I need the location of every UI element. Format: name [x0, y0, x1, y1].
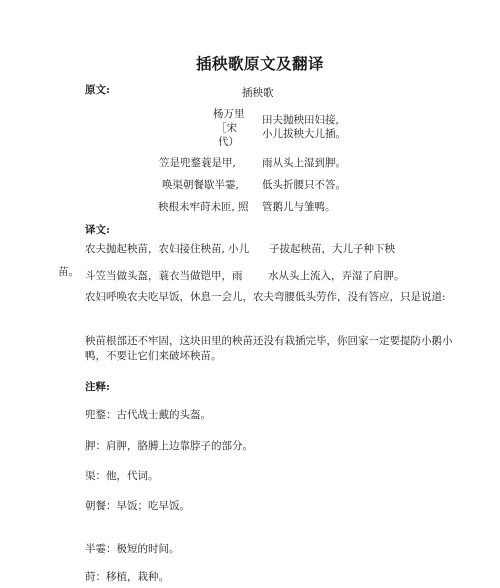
poem-verse-4a: 唤渠朝餐歇半霎, [162, 179, 239, 191]
note-item-4: 朝餐：早饭；吃早饭。 [85, 500, 190, 512]
poem-verse-5a: 秧根未牢莳未匝, 照 [158, 201, 249, 213]
translation-line-2b: 水从头上流入，弄湿了肩胛。 [268, 270, 405, 282]
poem-dynasty-line2: 代） [218, 136, 239, 148]
note-item-2: 胛：肩胛，胳膊上边靠脖子的部分。 [85, 440, 253, 452]
note-item-3: 渠：他，代词。 [85, 470, 159, 482]
poem-verse-3b: 雨从头上湿到胛。 [262, 157, 346, 169]
poem-verse-2: 小儿拔秧大儿插。 [262, 128, 346, 140]
note-item-1: 兜鍪：古代战士戴的头盔。 [85, 409, 211, 421]
poem-author: 杨万里 [213, 108, 245, 120]
poem-dynasty-line1: ［宋 [216, 122, 237, 134]
poem-verse-1: 田夫抛秧田妇接, [262, 114, 339, 126]
original-text-label: 原文: [85, 84, 110, 96]
poem-verse-4b: 低头折腰只不答。 [262, 179, 346, 191]
translation-line-1b: 子拔起秧苗，大儿子种下秧 [269, 243, 395, 255]
notes-label: 注释: [85, 381, 110, 393]
document-title: 插秧歌原文及翻译 [196, 54, 325, 73]
poem-verse-5b: 管鹅儿与雏鸭。 [262, 201, 336, 213]
poem-verse-3a: 笠是兜鍪蓑是甲, [159, 157, 236, 169]
poem-title: 插秧歌 [242, 87, 274, 99]
translation-label: 译文: [85, 224, 110, 236]
translation-line-1a: 农夫抛起秧苗，农妇接住秧苗, 小儿 [85, 243, 250, 255]
translation-paragraph-3: 农妇呼唤农夫吃早饭，休息一会儿，农夫弯腰低头劳作，没有答应，只是说道: [85, 291, 446, 303]
translation-line-1c: 苗。 [58, 266, 79, 278]
translation-line-2a: 斗笠当做头盔，蓑衣当做铠甲，雨 [85, 270, 243, 282]
note-item-6: 莳：移植，栽种。 [85, 571, 169, 583]
translation-paragraph-4: 秧苗根部还不牢固，这块田里的秧苗还没有栽插完毕，你回家一定要提防小鹅小鸭，不要让它们来破坏秧苗。 [85, 335, 453, 362]
note-item-5: 半霎：极短的时间。 [85, 543, 180, 555]
